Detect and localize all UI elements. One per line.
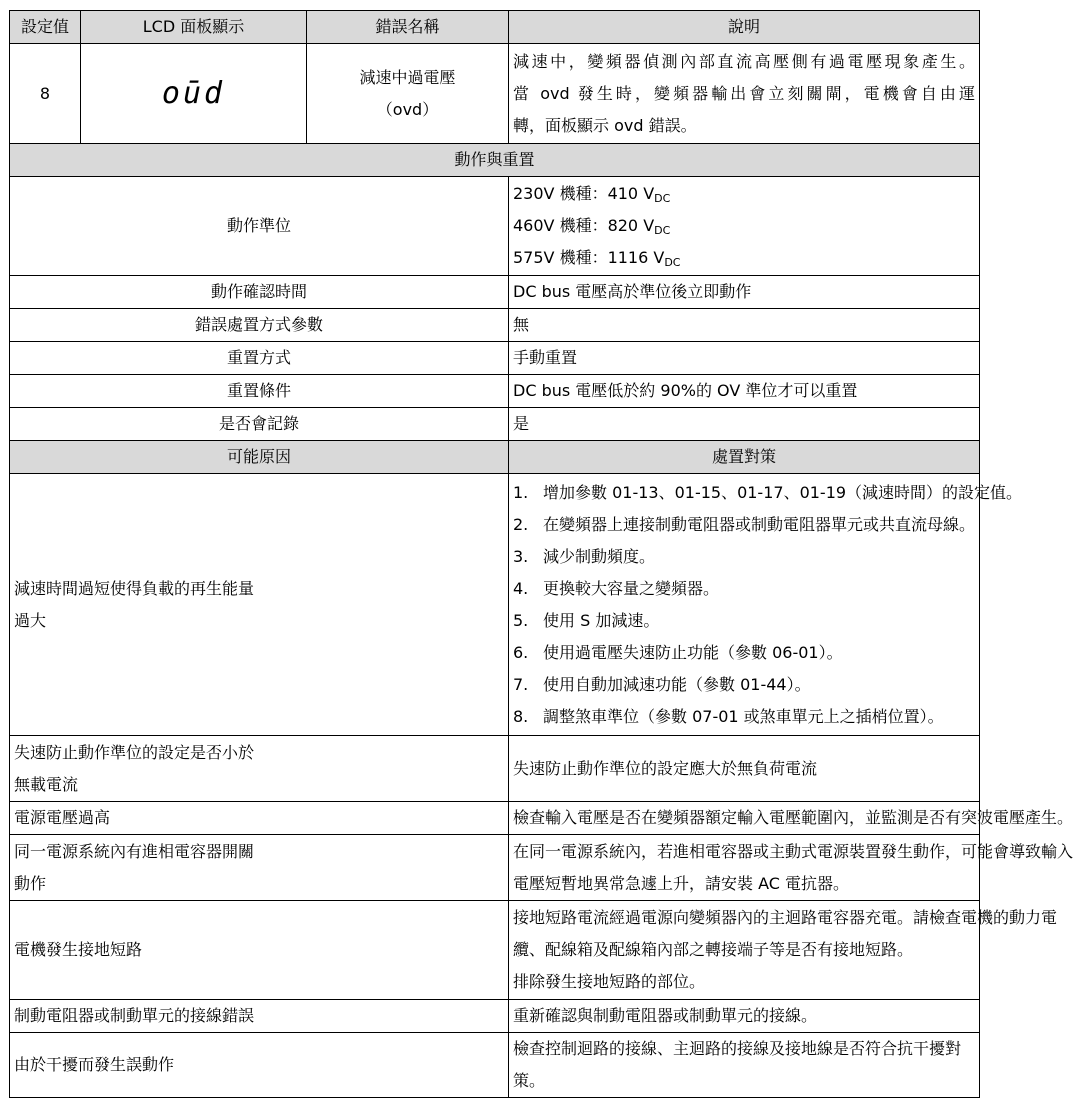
remedy-line: 接地短路電流經過電源向變頻器內的主迴路電容器充電。請檢查電機的動力電 <box>513 908 1058 927</box>
fault-row <box>10 44 980 144</box>
handling-param-row <box>10 309 980 342</box>
action-level-row <box>10 177 980 276</box>
cause-text <box>10 835 509 901</box>
level-subscript: DC <box>654 192 671 205</box>
remedy-text: 更換較大容量之變頻器。 <box>543 578 720 598</box>
fault-description <box>509 44 980 144</box>
setting-value: 8 <box>10 44 81 144</box>
cause-row <box>10 736 980 802</box>
cause-text: 制動電阻器或制動單元的接線錯誤 <box>10 1000 509 1033</box>
remedy-item <box>513 701 975 733</box>
remedy-item <box>513 605 975 637</box>
cause-line: 減速時間過短使得負載的再生能量 <box>14 578 255 598</box>
action-section-title: 動作與重置 <box>10 144 980 177</box>
action-level-460v <box>513 210 975 242</box>
remedy-text: 檢查控制迴路的接線、主迴路的接線及接地線是否符合抗干擾對策。 <box>509 1033 980 1098</box>
confirm-time-label: 動作確認時間 <box>10 276 509 309</box>
header-lcd: LCD 面板顯示 <box>81 11 307 44</box>
remedy-text: 使用過電壓失速防止功能（參數 06-01）。 <box>543 642 843 662</box>
remedy-line: 排除發生接地短路的部位。 <box>513 972 706 991</box>
level-subscript: DC <box>654 224 671 237</box>
header-description: 說明 <box>509 11 980 44</box>
header-row <box>10 11 980 44</box>
remedy-text: 失速防止動作準位的設定應大於無負荷電流 <box>509 736 980 802</box>
description-line: 減速中，變頻器偵測內部直流高壓側有過電壓現象產生。 <box>513 51 975 71</box>
cause-row <box>10 1033 980 1098</box>
cause-row <box>10 802 980 835</box>
cause-line: 失速防止動作準位的設定是否小於 <box>14 742 255 762</box>
remedy-line: 電壓短暫地異常急遽上升，請安裝 AC 電抗器。 <box>513 873 850 893</box>
cause-row <box>10 1000 980 1033</box>
cause-line: 動作 <box>14 873 47 893</box>
remedy-item <box>513 477 1023 509</box>
record-row <box>10 408 980 441</box>
cause-text <box>10 736 509 802</box>
header-fault-name: 錯誤名稱 <box>307 11 509 44</box>
remedy-number: 1. <box>513 482 529 502</box>
confirm-time-row <box>10 276 980 309</box>
cause-line: 過大 <box>14 610 47 630</box>
description-line: 當 ovd 發生時，變頻器輸出會立刻關閘，電機會自由運 <box>513 83 975 103</box>
level-text: 575V 機種：1116 V <box>513 248 665 267</box>
remedy-text <box>509 835 1073 901</box>
remedy-line: 纜、配線箱及配線箱內部之轉接端子等是否有接地短路。 <box>513 940 914 959</box>
remedy-text: 減少制動頻度。 <box>543 546 656 566</box>
record-label: 是否會記錄 <box>10 408 509 441</box>
remedy-number: 8. <box>513 706 529 726</box>
cause-row <box>10 474 980 736</box>
level-text: 460V 機種：820 V <box>513 216 655 235</box>
fault-name-line2: （ovd） <box>376 99 439 119</box>
confirm-time-value: DC bus 電壓高於準位後立即動作 <box>509 276 980 309</box>
action-level-label: 動作準位 <box>10 177 509 276</box>
cause-header: 可能原因 <box>10 441 509 474</box>
action-section-header <box>10 144 980 177</box>
remedy-text: 重新確認與制動電阻器或制動單元的接線。 <box>509 1000 980 1033</box>
cause-line: 無載電流 <box>14 774 79 794</box>
remedy-text: 在變頻器上連接制動電阻器或制動電阻器單元或共直流母線。 <box>543 514 976 534</box>
cause-line: 同一電源系統內有進相電容器開關 <box>14 841 255 861</box>
handling-param-label: 錯誤處置方式參數 <box>10 309 509 342</box>
cause-text: 電機發生接地短路 <box>10 901 509 1000</box>
remedy-item <box>513 573 975 605</box>
reset-condition-row <box>10 375 980 408</box>
remedy-header: 處置對策 <box>509 441 980 474</box>
reset-condition-label: 重置條件 <box>10 375 509 408</box>
description-line: 轉，面板顯示 ovd 錯誤。 <box>513 115 697 135</box>
lcd-display: oūd <box>81 44 307 144</box>
reset-method-label: 重置方式 <box>10 342 509 375</box>
remedy-text: 檢查輸入電壓是否在變頻器額定輸入電壓範圍內，並監測是否有突波電壓產生。 <box>509 802 980 835</box>
fault-name-line1: 減速中過電壓 <box>359 67 456 87</box>
remedy-number: 2. <box>513 514 529 534</box>
cause-row <box>10 901 980 1000</box>
handling-param-value: 無 <box>509 309 980 342</box>
remedy-text: 使用 S 加減速。 <box>543 610 660 630</box>
remedy-item <box>513 637 975 669</box>
level-subscript: DC <box>664 256 681 269</box>
cause-row <box>10 835 980 901</box>
remedy-item <box>513 541 975 573</box>
causes-header-row <box>10 441 980 474</box>
remedy-number: 6. <box>513 642 529 662</box>
remedy-text: 使用自動加減速功能（參數 01-44）。 <box>543 674 811 694</box>
reset-condition-value: DC bus 電壓低於約 90%的 OV 準位才可以重置 <box>509 375 980 408</box>
record-value: 是 <box>509 408 980 441</box>
remedy-number: 3. <box>513 546 529 566</box>
remedy-text: 增加參數 01-13、01-15、01-17、01-19（減速時間）的設定值。 <box>543 482 1023 502</box>
remedy-list <box>509 474 1023 736</box>
remedy-number: 7. <box>513 674 529 694</box>
remedy-number: 4. <box>513 578 529 598</box>
fault-name <box>307 44 509 144</box>
fault-table-sheet <box>9 10 1073 1098</box>
action-level-values <box>509 177 980 276</box>
reset-method-row <box>10 342 980 375</box>
fault-table <box>9 10 1073 1098</box>
cause-text: 由於干擾而發生誤動作 <box>10 1033 509 1098</box>
cause-text <box>10 474 509 736</box>
remedy-item <box>513 509 975 541</box>
remedy-line: 在同一電源系統內，若進相電容器或主動式電源裝置發生動作，可能會導致輸入 <box>513 841 1073 861</box>
cause-text: 電源電壓過高 <box>10 802 509 835</box>
action-level-230v <box>513 178 975 210</box>
remedy-text <box>509 901 1058 1000</box>
level-text: 230V 機種：410 V <box>513 184 655 203</box>
action-level-575v <box>513 242 975 274</box>
header-setting: 設定值 <box>10 11 81 44</box>
remedy-number: 5. <box>513 610 529 630</box>
remedy-item <box>513 669 975 701</box>
remedy-text: 調整煞車準位（參數 07-01 或煞車單元上之插梢位置）。 <box>543 706 944 726</box>
reset-method-value: 手動重置 <box>509 342 980 375</box>
